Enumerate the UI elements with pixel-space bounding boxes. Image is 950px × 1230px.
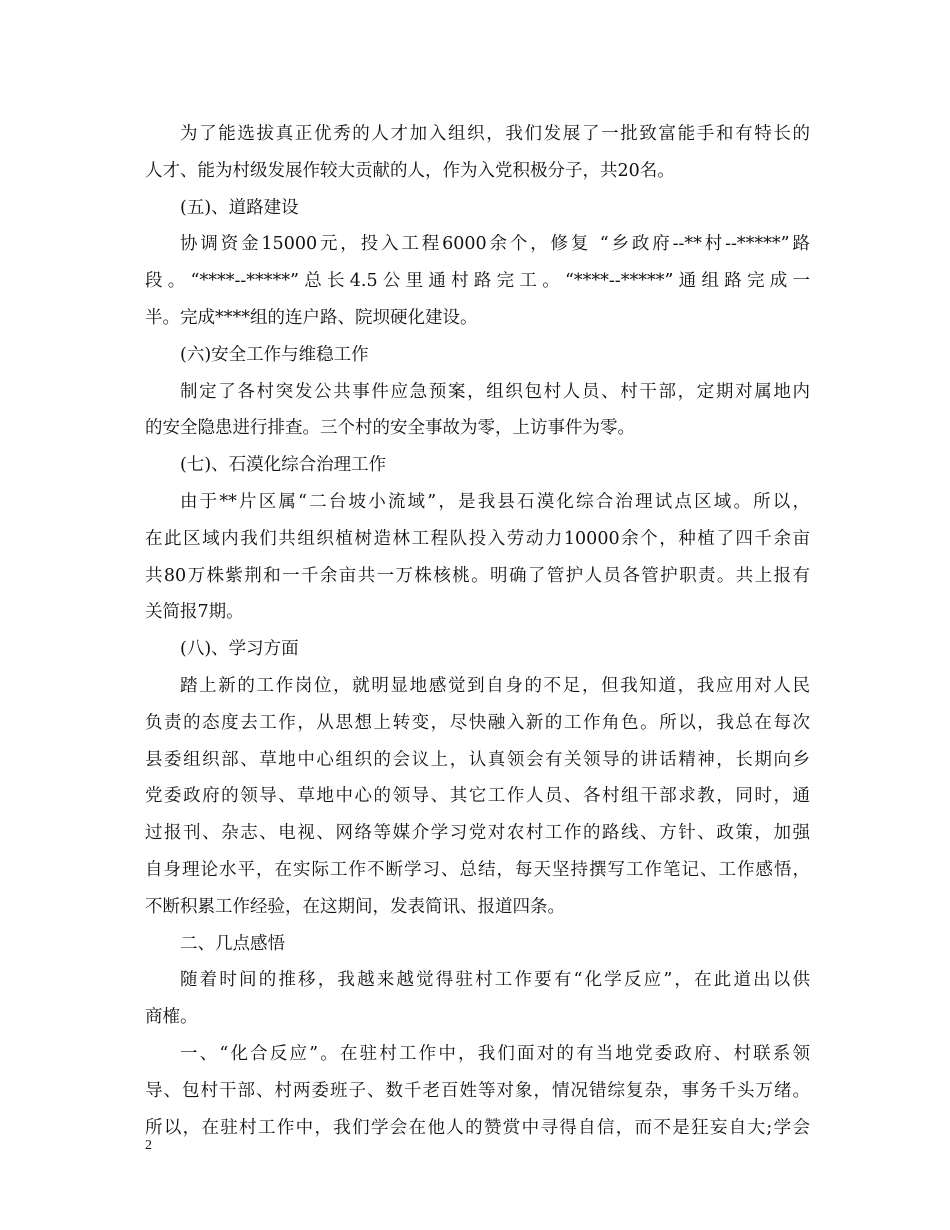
text-line: (五)、道路建设 (180, 197, 299, 218)
text-line: 过报刊、杂志、电视、网络等媒介学习党对农村工作的路线、方针、政策，加强 (145, 823, 810, 844)
text-line: 自身理论水平，在实际工作不断学习、总结，每天坚持撰写工作笔记、工作感悟， (145, 859, 810, 880)
page-number: 2 (145, 1138, 152, 1153)
text-line: 县委组织部、草地中心组织的会议上，认真领会有关领导的讲话精神，长期向乡 (145, 749, 810, 770)
text-line: 随着时间的推移，我越来越觉得驻村工作要有“化学反应”，在此道出以供 (180, 970, 810, 991)
text-line: 一、“化合反应”。在驻村工作中，我们面对的有当地党委政府、村联系领 (180, 1043, 810, 1064)
text-line: 在此区域内我们共组织植树造林工程队投入劳动力10000余个，种植了四千余亩 (145, 528, 810, 549)
text-line: 协调资金15000元，投入工程6000余个，修复 “乡政府--**村--*****”路 (180, 234, 810, 255)
text-line: 负责的态度去工作，从思想上转变，尽快融入新的工作角色。所以，我总在每次 (145, 712, 810, 733)
text-line: 的安全隐患进行排查。三个村的安全事故为零，上访事件为零。 (145, 418, 635, 439)
text-line: 半。完成****组的连户路、院坝硬化建设。 (145, 307, 478, 328)
text-line: 制定了各村突发公共事件应急预案，组织包村人员、村干部，定期对属地内 (180, 381, 810, 402)
text-line: 共80万株紫荆和一千余亩共一万株核桃。明确了管护人员各管护职责。共上报有 (145, 565, 810, 586)
text-line: 踏上新的工作岗位，就明显地感觉到自身的不足，但我知道，我应用对人民 (180, 675, 810, 696)
text-line: 为了能选拔真正优秀的人才加入组织，我们发展了一批致富能手和有特长的 (180, 124, 810, 144)
text-line: (六)安全工作与维稳工作 (180, 344, 369, 365)
text-line: (八)、学习方面 (180, 639, 299, 660)
text-line: 所以，在驻村工作中，我们学会在他人的赞赏中寻得自信，而不是狂妄自大;学会 (145, 1117, 810, 1138)
text-line: 人才、能为村级发展作较大贡献的人，作为入党积极分子，共20名。 (145, 160, 675, 181)
text-line: 不断积累工作经验，在这期间，发表简讯、报道四条。 (145, 896, 565, 917)
text-line: 党委政府的领导、草地中心的领导、其它工作人员、各村组干部求教，同时，通 (145, 786, 810, 807)
text-line: (七)、石漠化综合治理工作 (180, 455, 387, 476)
document-body (145, 116, 810, 1146)
text-line: 导、包村干部、村两委班子、数千老百姓等对象，情况错综复杂，事务千头万绪。 (145, 1080, 810, 1101)
text-line: 由于**片区属“二台坡小流域”，是我县石漠化综合治理试点区域。所以， (180, 491, 810, 512)
text-line: 二、几点感悟 (180, 933, 285, 954)
text-line: 关简报7期。 (145, 602, 244, 623)
text-line: 段。“****--*****”总长4.5公里通村路完工。“****--*****”通组路完成一 (145, 271, 810, 292)
text-line: 商榷。 (145, 1007, 198, 1028)
